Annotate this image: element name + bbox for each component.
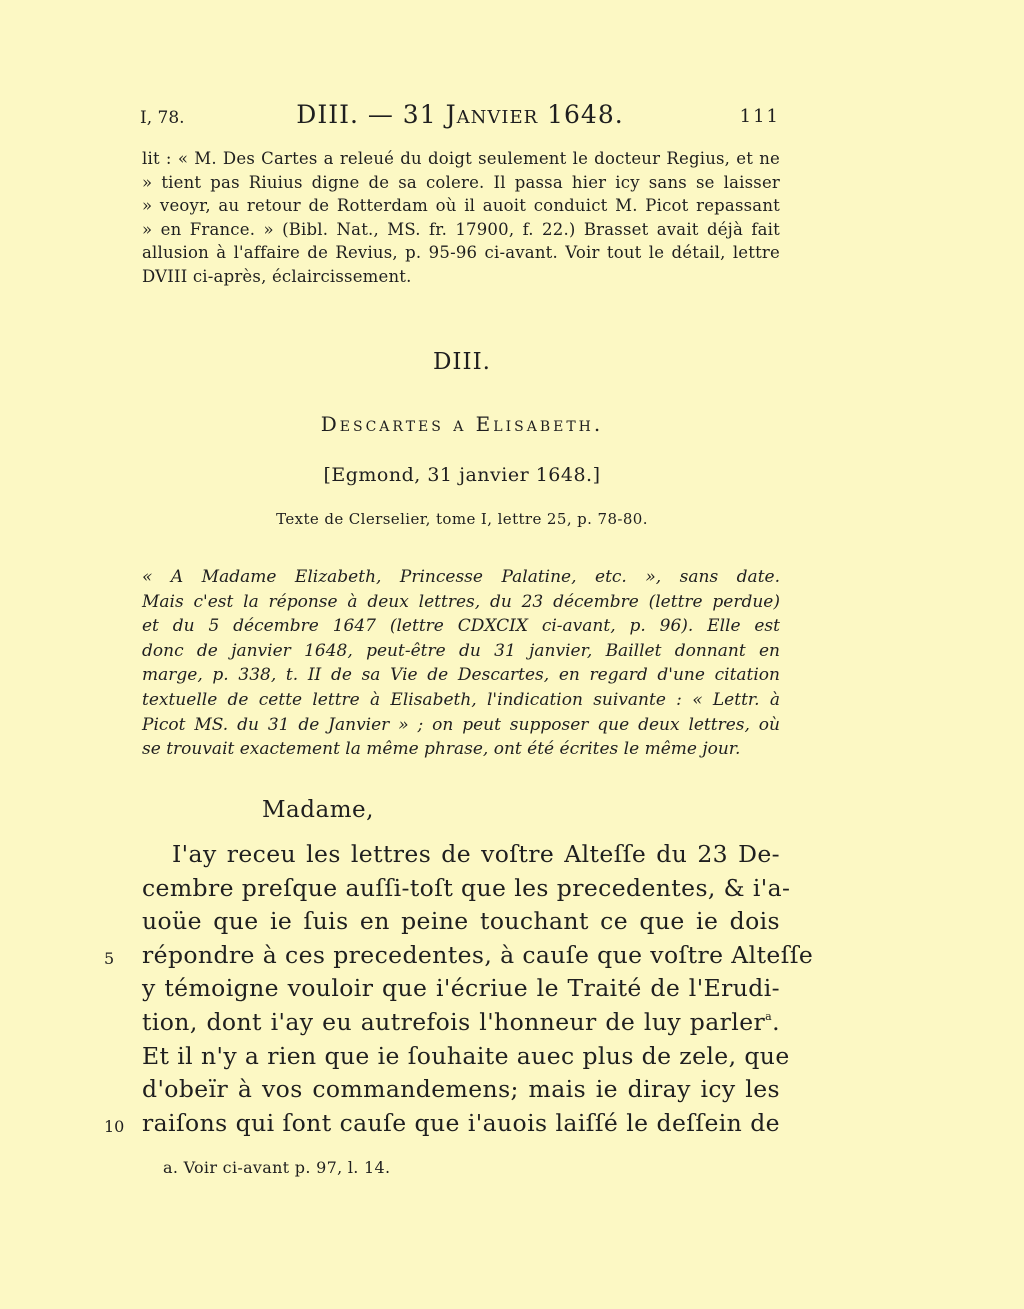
- body-line: répondre à ces precedentes, à cauſe que voſtre Alteſſe: [142, 940, 814, 969]
- footnote: a. Voir ci-avant p. 97, l. 14.: [163, 1158, 391, 1177]
- body-line: uoüe que ie ſuis en peine touchant ce que ie dois: [142, 907, 780, 936]
- intro-line: donc de janvier 1648, peut-être du 31 janvier, Baillet donnant en: [142, 640, 780, 661]
- intro-note: [142, 565, 780, 762]
- body-line: d'obeïr à vos commandemens; mais ie diray icy les: [142, 1075, 780, 1104]
- letter-date: [Egmond, 31 janvier 1648.]: [323, 464, 601, 486]
- line-number-10: 10: [104, 1117, 125, 1136]
- intro-line: marge, p. 338, t. II de sa Vie de Descartes, en regard d'une citation: [142, 665, 780, 686]
- intro-line: Picot MS. du 31 de Janvier » ; on peut supposer que deux lettres, où: [142, 714, 780, 735]
- note-line: » veoyr, au retour de Rotterdam où il auoit conduict M. Picot repassant: [142, 196, 780, 215]
- preceding-note: [142, 147, 780, 288]
- intro-line: Mais c'est la réponse à deux lettres, du 23 décembre (lettre perdue): [142, 591, 780, 612]
- salutation: Madame,: [262, 797, 374, 823]
- intro-line: se trouvait exactement la même phrase, ont été écrites le même jour.: [142, 739, 741, 760]
- body-line-with-note: [142, 1006, 780, 1040]
- letter-body: [142, 838, 814, 1140]
- letter-title: Descartes a Elisabeth.: [320, 412, 604, 436]
- body-line: raiſons qui ſont cauſe que i'auois laiſſé le deſſein de: [142, 1108, 780, 1137]
- body-line: Et il n'y a rien que ie ſouhaite auec plus de zele, que: [142, 1041, 790, 1070]
- body-line: cembre preſque auſſi-toſt que les precedentes, & i'a-: [142, 873, 791, 902]
- running-title: [140, 100, 780, 129]
- intro-line: « A Madame Elizabeth, Princesse Palatine, etc. », sans date.: [142, 567, 780, 587]
- body-line: I'ay receu les lettres de voſtre Alteſſe du 23 De-: [172, 840, 780, 868]
- note-line: DVIII ci-après, éclaircissement.: [142, 266, 412, 286]
- body-line: y témoigne vouloir que i'écriue le Traité de l'Erudi-: [142, 974, 780, 1003]
- letter-number: DIII.: [432, 349, 491, 375]
- intro-line: textuelle de cette lettre à Elisabeth, l'indication suivante : « Lettr. à: [142, 689, 780, 710]
- running-title-month: Janvier: [445, 100, 539, 129]
- running-head: [140, 100, 780, 134]
- body-line-period: .: [772, 1007, 780, 1036]
- body-line-text: tion, dont i'ay eu autrefois l'honneur de luy parler: [142, 1007, 766, 1036]
- intro-line: et du 5 décembre 1647 (lettre CDXCIX ci-avant, p. 96). Elle est: [142, 616, 780, 637]
- running-title-number: DIII. — 31: [296, 100, 437, 129]
- letter-source: Texte de Clerselier, tome I, lettre 25, p. 78-80.: [276, 510, 648, 528]
- note-line: » tient pas Riuius digne de sa colere. Il passa hier icy sans se laisser: [142, 172, 780, 192]
- running-title-year: 1648.: [547, 100, 624, 129]
- note-line: allusion à l'affaire de Revius, p. 95-96 ci-avant. Voir tout le détail, lettre: [142, 243, 780, 262]
- note-line: » en France. » (Bibl. Nat., MS. fr. 17900, f. 22.) Brasset avait déjà fait: [142, 219, 780, 239]
- line-number-5: 5: [104, 949, 115, 968]
- footnote-marker: a: [765, 1009, 773, 1023]
- volume-reference: I, 78.: [140, 108, 185, 128]
- note-line: lit : « M. Des Cartes a releué du doigt seulement le docteur Regius, et ne: [142, 149, 780, 168]
- page-number: 111: [739, 106, 780, 127]
